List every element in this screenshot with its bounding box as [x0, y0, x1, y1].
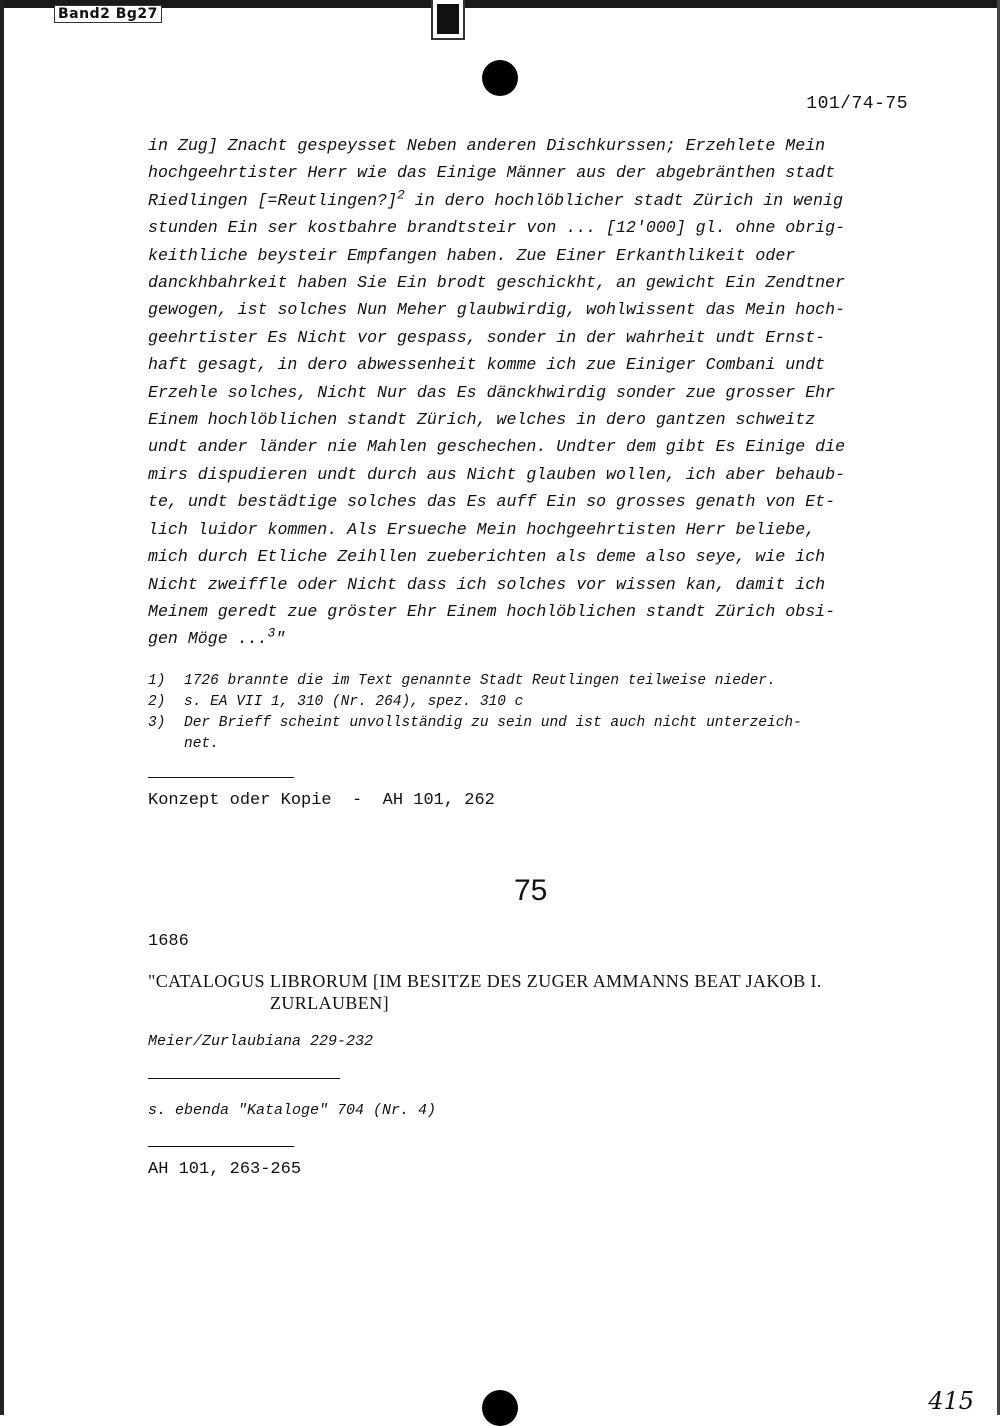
archive-reference: AH 101, 263-265: [148, 1160, 302, 1179]
letter-line: te, undt bestädtige solches das Es auff Ein so grosses genath von Et-: [148, 492, 836, 512]
letter-line: gewogen, ist solches Nun Meher glaubwirdig, wohlwissent das Mein hoch-: [148, 300, 846, 320]
footnote: 3) Der Brieff scheint unvollständig zu sein und ist auch nicht unterzeich-: [148, 715, 802, 731]
letter-line: keithliche beysteir Empfangen haben. Zue Einer Erkanthlikeit oder: [148, 245, 796, 265]
entry-title: "CATALOGUS LIBRORUM [IM BESITZE DES ZUGER AMMANNS BEAT JAKOB I.: [148, 971, 822, 991]
entry-number: 75: [514, 874, 548, 907]
letter-line: gen Möge ...$^3$": [148, 625, 286, 649]
letter-line: mirs dispudieren undt durch aus Nicht glauben wollen, ich aber behaub-: [148, 464, 846, 484]
footnote: 2) s. EA VII 1, 310 (Nr. 264), spez. 310 c: [148, 694, 524, 710]
letter-line: lich luidor kommen. Als Ersueche Mein hochgeehrtisten Herr beliebe,: [148, 519, 816, 539]
letter-line: Meinem geredt zue gröster Ehr Einem hochlöblichen standt Zürich obsi-: [148, 601, 836, 621]
letter-line: hochgeehrtister Herr wie das Einige Männer aus der abgebränthen stadt: [148, 163, 836, 183]
source-note-74: Konzept oder Kopie - AH 101, 262: [148, 791, 495, 810]
letter-line: stunden Ein ser kostbahre brandtsteir von ... [12'000] gl. ohne obrig-: [148, 218, 846, 238]
letter-line: mich durch Etliche Zeihllen zueberichten als deme also seye, wie ich: [148, 547, 826, 567]
footnote-ref: 3: [267, 625, 276, 641]
letter-line: haft gesagt, in dero abwessenheit komme ich zue Einiger Combani undt: [148, 355, 826, 375]
entry-title-continued: ZURLAUBEN]: [270, 993, 389, 1013]
letter-line: geehrtister Es Nicht vor gespass, sonder in der wahrheit undt Ernst-: [148, 327, 826, 347]
letter-line: Einem hochlöblichen standt Zürich, welches in dero gantzen schweitz: [148, 410, 816, 430]
document-reference: 101/74-75: [806, 94, 908, 114]
punch-hole-bottom: [482, 1390, 518, 1426]
letter-line: Erzehle solches, Nicht Nur das Es dänckhwirdig sonder zue grosser Ehr: [148, 382, 836, 402]
divider: [148, 1146, 294, 1147]
letter-body: [148, 132, 918, 653]
divider: [148, 1078, 340, 1079]
letter-line: Riedlingen [=Reutlingen?]$^2$ in dero hochlöblicher stadt Zürich in wenig: [148, 187, 843, 210]
volume-tag: Band2 Bg27: [54, 5, 162, 23]
footnote: net.: [184, 736, 219, 752]
scan-edge-left: [0, 0, 4, 1415]
letter-line: Nicht zweiffle oder Nicht dass ich solches vor wissen kan, damit ich: [148, 574, 826, 594]
edition-reference: Meier/Zurlaubiana 229-232: [148, 1033, 374, 1050]
see-also-reference: s. ebenda "Kataloge" 704 (Nr. 4): [148, 1102, 437, 1119]
letter-line: in Zug] Znacht gespeysset Neben anderen Dischkurssen; Erzehlete Mein: [148, 136, 826, 155]
footnotes: [148, 671, 918, 755]
letter-line: undt ander länder nie Mahlen geschechen. Undter dem gibt Es Einige die: [148, 437, 846, 457]
handwritten-page-number: 415: [928, 1387, 974, 1415]
divider: [148, 777, 294, 778]
entry-year: 1686: [148, 932, 189, 951]
footnote: 1) 1726 brannte die im Text genannte Stadt Reutlingen teilweise nieder.: [148, 673, 776, 689]
binding-mark: [433, 0, 463, 38]
punch-hole-top: [482, 60, 518, 96]
letter-line: danckhbahrkeit haben Sie Ein brodt geschickht, an gewicht Ein Zendtner: [148, 273, 846, 293]
footnote-ref: 2: [396, 187, 405, 203]
